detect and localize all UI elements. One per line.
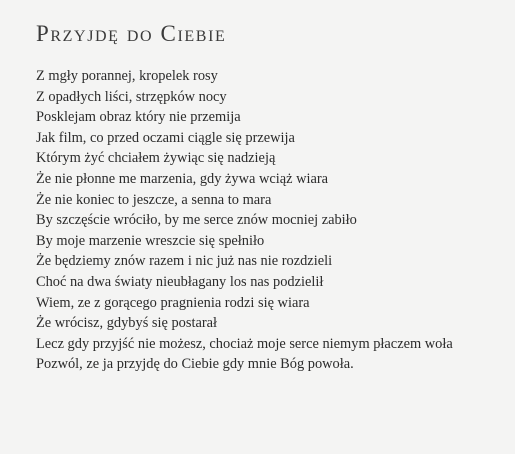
poem-line: By moje marzenie wreszcie się spełniło [36, 232, 265, 249]
poem-line: Którym żyć chciałem żywiąc się nadzieją [36, 150, 276, 167]
poem-line: Choć na dwa światy nieubłagany los nas podzielił [36, 273, 324, 290]
poem-title: Przyjdę do Ciebie [36, 21, 227, 46]
poem-line: Z mgły porannej, kropelek rosy [36, 68, 218, 84]
poem-line: Jak film, co przed oczami ciągle się przewija [36, 129, 295, 146]
poem-line: Wiem, ze z gorącego pragnienia rodzi się wiara [36, 294, 310, 311]
poem-line: Z opadłych liści, strzępków nocy [36, 88, 227, 105]
poem-line: Pozwól, ze ja przyjdę do Ciebie gdy mnie Bóg powoła. [36, 356, 354, 373]
poem-line: Że wrócisz, gdybyś się postarał [36, 315, 218, 332]
poem-line: Lecz gdy przyjść nie możesz, chociaż moje serce niemym płaczem woła [36, 335, 453, 352]
poem-line: Posklejam obraz który nie przemija [36, 109, 241, 126]
poem-line: Że nie koniec to jeszcze, a senna to mara [36, 191, 272, 208]
poem-line: By szczęście wróciło, by me serce znów mocniej zabiło [36, 212, 357, 229]
poem-line: Że nie płonne me marzenia, gdy żywa wciąż wiara [36, 170, 329, 187]
poem-body [36, 66, 506, 375]
poem-line: Że będziemy znów razem i nic już nas nie rozdzieli [36, 253, 333, 270]
